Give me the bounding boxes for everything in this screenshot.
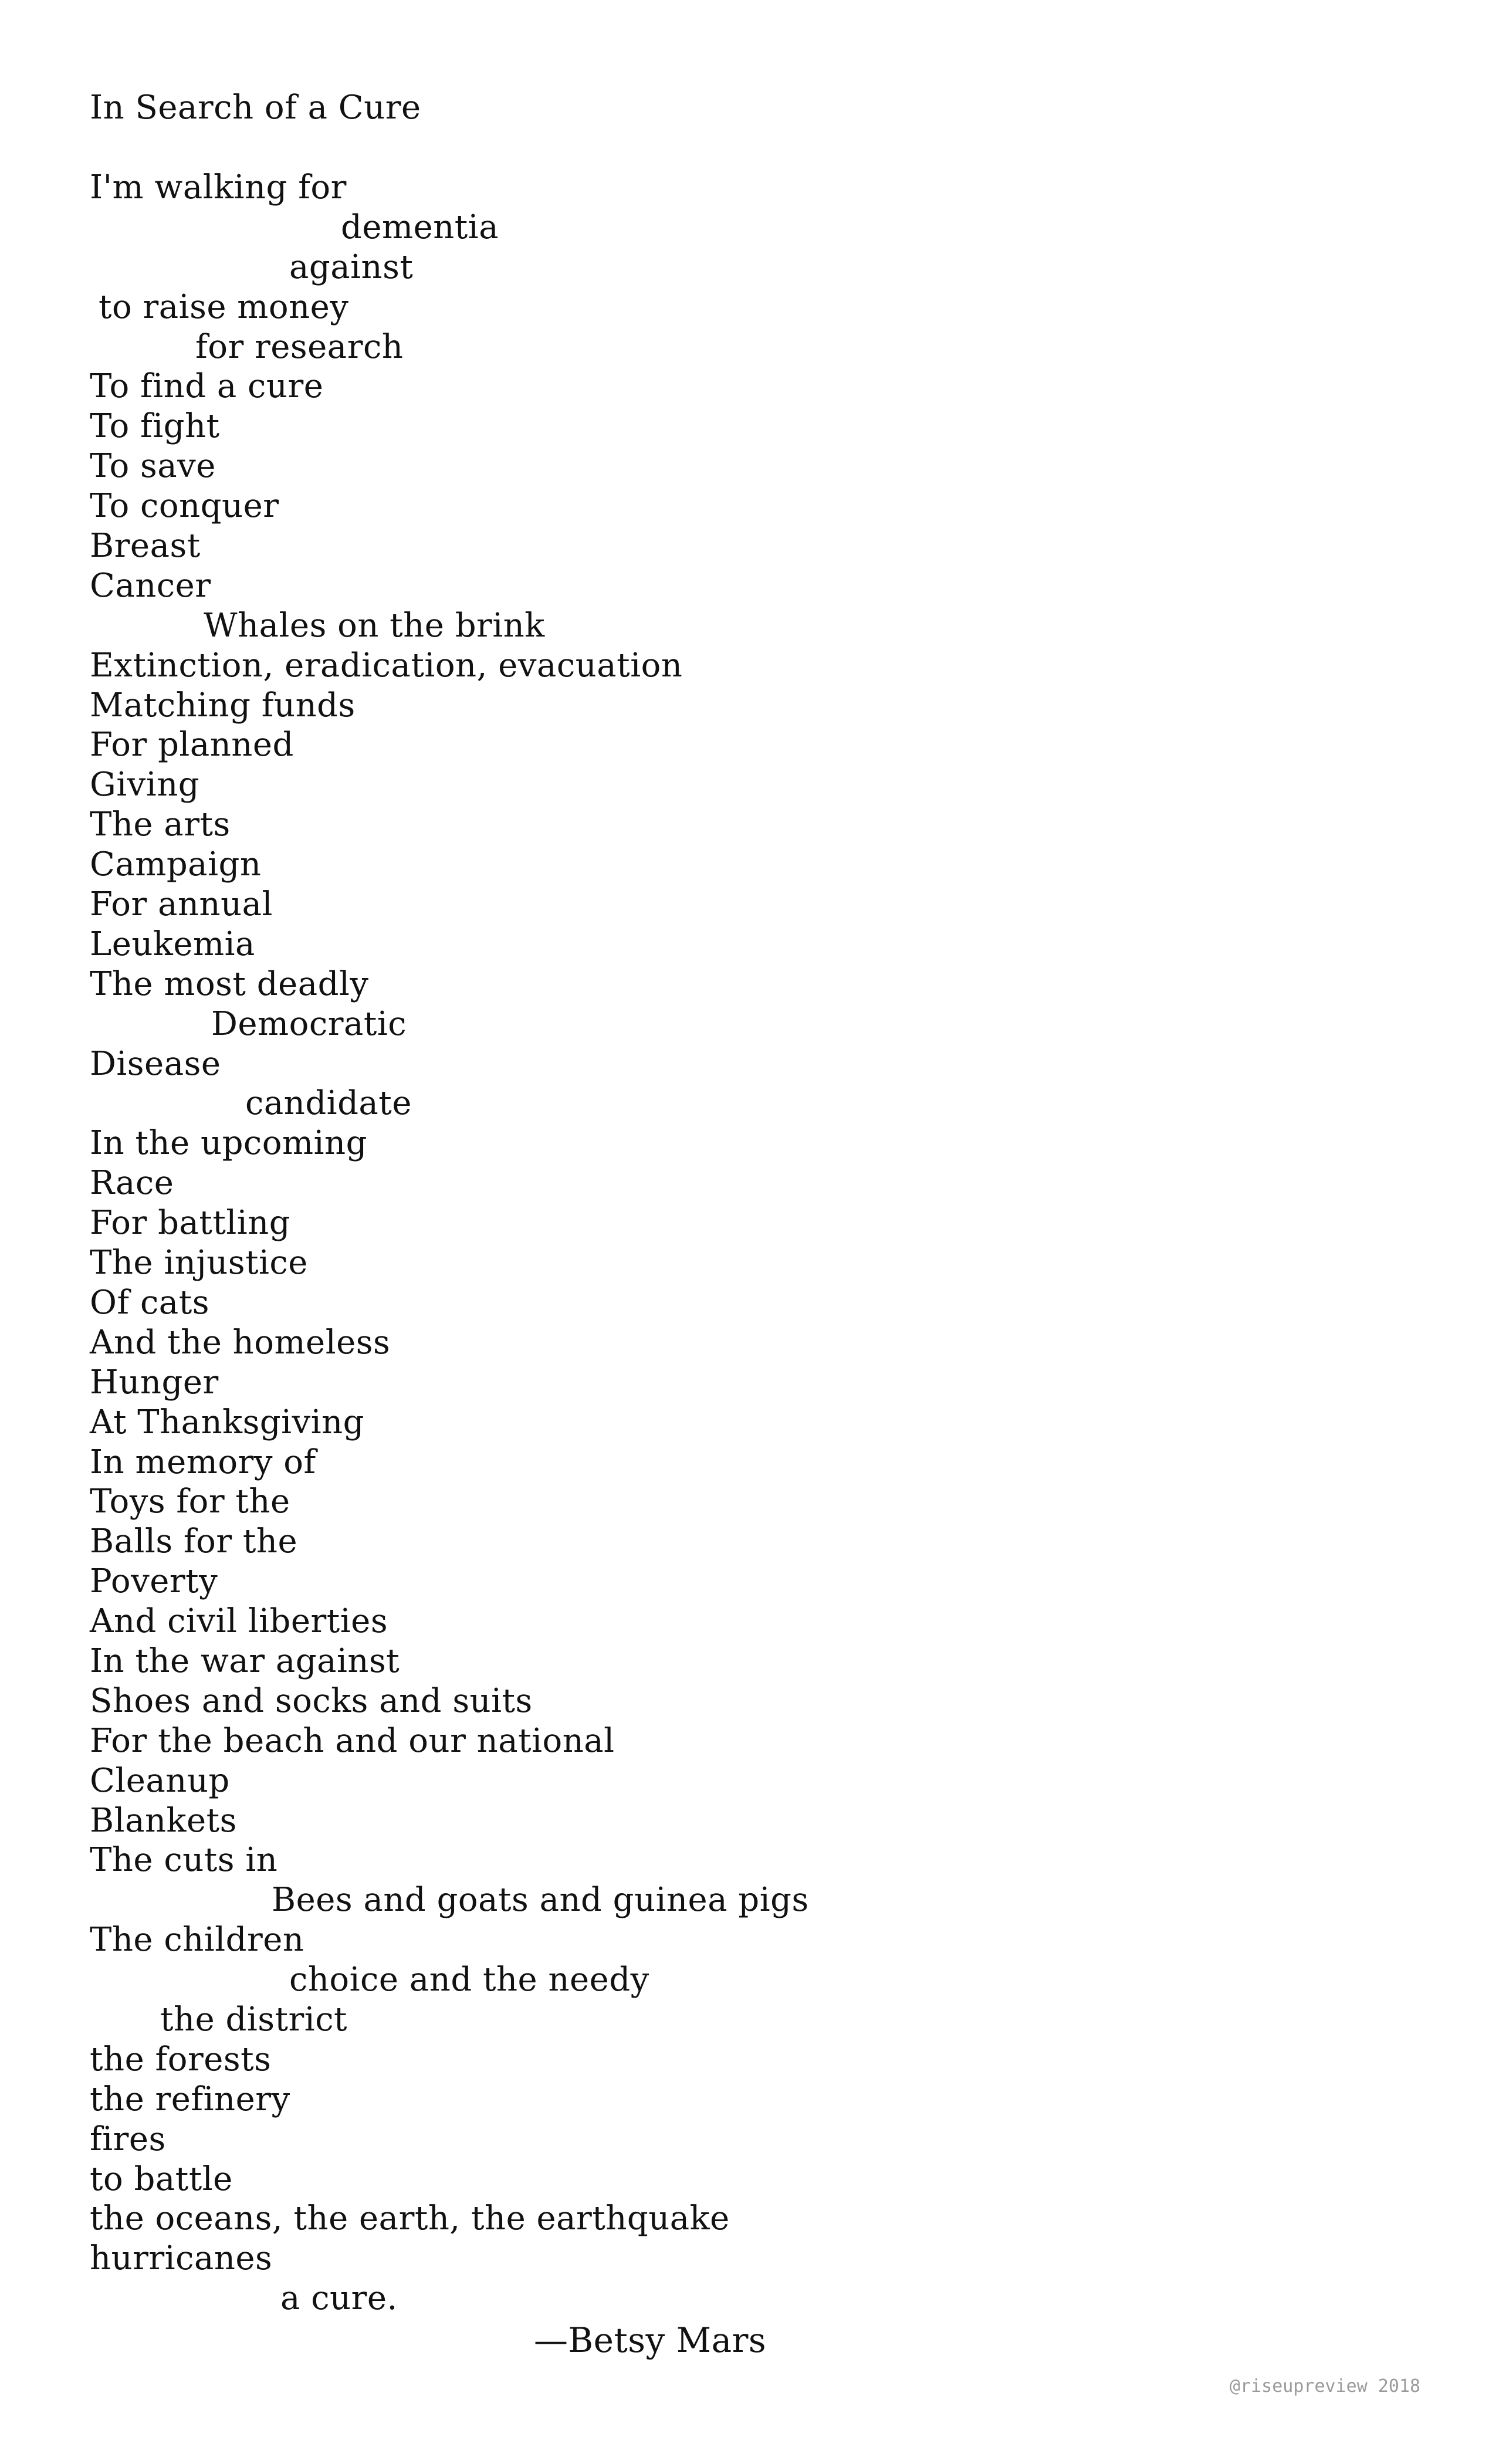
poem-line: choice and the needy: [289, 1961, 649, 1999]
poem-line: Matching funds: [90, 686, 356, 725]
poem-line: Cleanup: [90, 1761, 230, 1800]
poem-line: fires: [90, 2120, 166, 2158]
poem-line: For planned: [90, 726, 294, 764]
poem-line: The injustice: [90, 1244, 308, 1282]
poem-line: candidate: [245, 1084, 412, 1123]
poem-line: The arts: [90, 805, 231, 844]
poem-line: the district: [160, 2000, 348, 2039]
poem-line: Democratic: [211, 1004, 407, 1043]
poem-line: Leukemia: [90, 925, 255, 963]
poem-line: the forests: [90, 2040, 272, 2079]
poem-line: I'm walking for: [90, 168, 347, 207]
poem-line: Toys for the: [90, 1483, 290, 1521]
poem-line: And the homeless: [90, 1323, 391, 1362]
poem-line: against: [289, 248, 414, 286]
poem-line: Shoes and socks and suits: [90, 1681, 533, 1720]
poem-line: The most deadly: [90, 964, 369, 1003]
poem-line: In the upcoming: [90, 1124, 367, 1163]
poem-line: To save: [90, 447, 216, 486]
poem-line: Disease: [90, 1044, 221, 1083]
poem-line: The children: [90, 1921, 304, 1959]
poem-line: Balls for the: [90, 1522, 298, 1561]
poem-line: The cuts in: [90, 1841, 278, 1880]
poem-line: Extinction, eradication, evacuation: [90, 646, 683, 685]
poem-line: For the beach and our national: [90, 1721, 615, 1760]
poem-line: Giving: [90, 766, 200, 804]
poem-line: In the war against: [90, 1641, 400, 1680]
poem-line: the oceans, the earth, the earthquake: [90, 2199, 730, 2238]
author-signature: —Betsy Mars: [534, 2320, 767, 2360]
poem-line: Poverty: [90, 1562, 218, 1601]
poem-line: hurricanes: [90, 2239, 273, 2278]
poem-line: for research: [195, 327, 404, 366]
poem-line: Campaign: [90, 845, 262, 884]
poem-line: to raise money: [99, 287, 349, 326]
poem-line: dementia: [341, 208, 499, 246]
poem-line: In memory of: [90, 1443, 316, 1481]
poem-line: For battling: [90, 1204, 291, 1243]
poem-line: Of cats: [90, 1283, 209, 1322]
watermark: @riseupreview 2018: [1230, 2376, 1421, 2397]
poem-line: To fight: [90, 407, 220, 446]
poem-line: Whales on the brink: [204, 606, 545, 645]
poem-title: In Search of a Cure: [90, 89, 421, 127]
poem-line: Cancer: [90, 566, 211, 605]
poem-line: a cure.: [280, 2279, 398, 2318]
poem-line: For annual: [90, 885, 273, 924]
poem-line: And civil liberties: [90, 1602, 388, 1641]
poem-line: At Thanksgiving: [90, 1403, 365, 1441]
poem-line: Hunger: [90, 1363, 219, 1402]
poem-line: Race: [90, 1164, 174, 1203]
poem-line: Blankets: [90, 1801, 237, 1840]
poem-line: Bees and goats and guinea pigs: [272, 1881, 809, 1920]
poem-line: To find a cure: [90, 367, 324, 406]
poem-body: [90, 168, 809, 2319]
poem-line: Breast: [90, 527, 201, 566]
poem-line: To conquer: [90, 487, 279, 526]
poem-line: the refinery: [90, 2080, 290, 2118]
poem-line: to battle: [90, 2160, 233, 2198]
